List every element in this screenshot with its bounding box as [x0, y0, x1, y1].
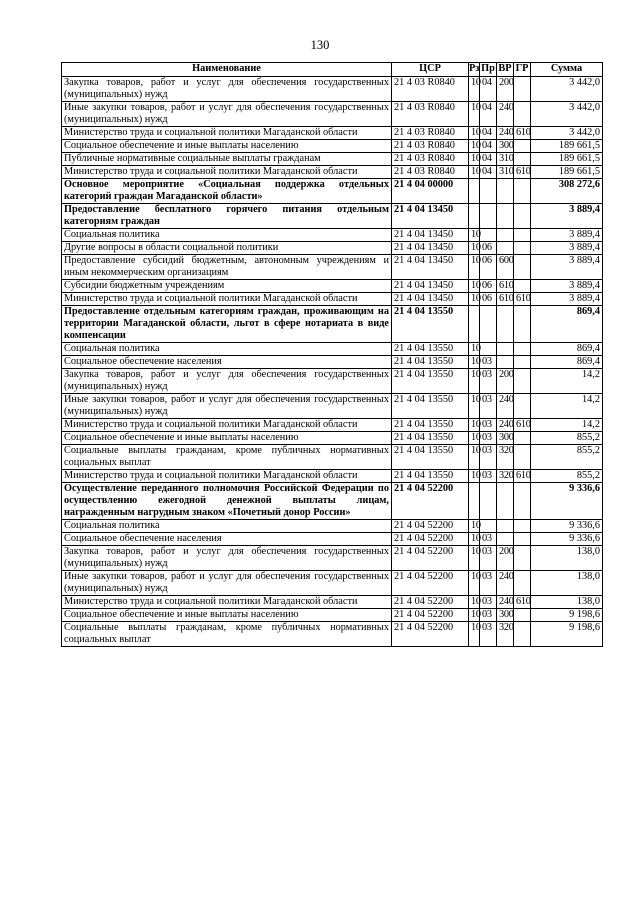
table-body [62, 77, 603, 647]
table-row [62, 343, 603, 356]
name-cell: Социальное обеспечение и иные выплаты населению [62, 609, 392, 622]
sum-cell: 3 889,4 [531, 293, 603, 306]
gr-cell [514, 140, 531, 153]
page-number: 130 [310, 38, 330, 52]
rz-cell: 10 [469, 229, 480, 242]
gr-cell [514, 533, 531, 546]
rz-cell: 10 [469, 153, 480, 166]
rz-cell: 10 [469, 293, 480, 306]
csr-cell: 21 4 04 13550 [392, 369, 469, 394]
sum-cell: 138,0 [531, 596, 603, 609]
gr-cell [514, 255, 531, 280]
rz-cell: 10 [469, 520, 480, 533]
table-row [62, 306, 603, 343]
gr-cell [514, 546, 531, 571]
name-cell: Предоставление субсидий бюджетным, автономным учреждениям и иным некоммерческим организациям [62, 255, 392, 280]
vr-cell [497, 242, 514, 255]
name-cell: Иные закупки товаров, работ и услуг для обеспечения государственных (муниципальных) нужд [62, 394, 392, 419]
name-cell: Субсидии бюджетным учреждениям [62, 280, 392, 293]
vr-cell [497, 520, 514, 533]
name-cell: Основное мероприятие «Социальная поддержка отдельных категорий граждан Магаданской области» [62, 179, 392, 204]
rz-cell: 10 [469, 102, 480, 127]
gr-cell: 610 [514, 419, 531, 432]
pr-cell: 03 [480, 419, 497, 432]
pr-cell: 04 [480, 127, 497, 140]
name-cell: Социальная политика [62, 343, 392, 356]
sum-cell: 3 889,4 [531, 280, 603, 293]
sum-cell: 855,2 [531, 470, 603, 483]
gr-cell [514, 343, 531, 356]
csr-cell: 21 4 04 13550 [392, 394, 469, 419]
csr-cell: 21 4 03 R0840 [392, 102, 469, 127]
header-rz: Рз [469, 63, 480, 77]
gr-cell [514, 153, 531, 166]
table-row [62, 369, 603, 394]
pr-cell: 04 [480, 166, 497, 179]
gr-cell [514, 280, 531, 293]
sum-cell: 869,4 [531, 343, 603, 356]
name-cell: Предоставление бесплатного горячего питания отдельным категориям граждан [62, 204, 392, 229]
table-row [62, 293, 603, 306]
csr-cell: 21 4 04 13550 [392, 419, 469, 432]
pr-cell: 03 [480, 609, 497, 622]
name-cell: Социальная политика [62, 520, 392, 533]
pr-cell: 04 [480, 140, 497, 153]
sum-cell: 3 442,0 [531, 77, 603, 102]
gr-cell [514, 102, 531, 127]
rz-cell: 10 [469, 533, 480, 546]
vr-cell: 240 [497, 394, 514, 419]
csr-cell: 21 4 04 52200 [392, 596, 469, 609]
sum-cell: 9 198,6 [531, 609, 603, 622]
pr-cell: 06 [480, 255, 497, 280]
csr-cell: 21 4 04 52200 [392, 533, 469, 546]
vr-cell: 320 [497, 445, 514, 470]
csr-cell: 21 4 03 R0840 [392, 140, 469, 153]
pr-cell [480, 520, 497, 533]
vr-cell: 610 [497, 293, 514, 306]
csr-cell: 21 4 03 R0840 [392, 166, 469, 179]
pr-cell: 03 [480, 571, 497, 596]
vr-cell: 320 [497, 470, 514, 483]
name-cell: Министерство труда и социальной политики Магаданской области [62, 293, 392, 306]
vr-cell: 300 [497, 609, 514, 622]
vr-cell: 610 [497, 280, 514, 293]
table-row [62, 242, 603, 255]
name-cell: Осуществление переданного полномочия Российской Федерации по осуществлению ежегодной денежной выплаты лицам, награжденным нагрудным знаком «Почетный донор России» [62, 483, 392, 520]
name-cell: Министерство труда и социальной политики Магаданской области [62, 127, 392, 140]
sum-cell: 3 889,4 [531, 242, 603, 255]
header-vr: ВР [497, 63, 514, 77]
pr-cell: 03 [480, 432, 497, 445]
gr-cell [514, 229, 531, 242]
table-row [62, 546, 603, 571]
name-cell: Иные закупки товаров, работ и услуг для обеспечения государственных (муниципальных) нужд [62, 571, 392, 596]
vr-cell: 240 [497, 127, 514, 140]
pr-cell: 03 [480, 470, 497, 483]
rz-cell: 10 [469, 394, 480, 419]
rz-cell: 10 [469, 140, 480, 153]
csr-cell: 21 4 04 13550 [392, 432, 469, 445]
rz-cell: 10 [469, 369, 480, 394]
name-cell: Министерство труда и социальной политики Магаданской области [62, 166, 392, 179]
rz-cell: 10 [469, 596, 480, 609]
csr-cell: 21 4 03 R0840 [392, 77, 469, 102]
rz-cell [469, 306, 480, 343]
gr-cell [514, 520, 531, 533]
pr-cell [480, 306, 497, 343]
name-cell: Социальное обеспечение населения [62, 356, 392, 369]
table-row [62, 140, 603, 153]
csr-cell: 21 4 04 52200 [392, 483, 469, 520]
pr-cell [480, 204, 497, 229]
sum-cell: 3 442,0 [531, 127, 603, 140]
table-row [62, 280, 603, 293]
gr-cell: 610 [514, 470, 531, 483]
table-row [62, 520, 603, 533]
table-row [62, 204, 603, 229]
sum-cell: 855,2 [531, 432, 603, 445]
vr-cell: 240 [497, 571, 514, 596]
gr-cell [514, 483, 531, 520]
vr-cell: 310 [497, 166, 514, 179]
table-row [62, 432, 603, 445]
table-row [62, 596, 603, 609]
rz-cell: 10 [469, 445, 480, 470]
table-row [62, 229, 603, 242]
gr-cell [514, 609, 531, 622]
vr-cell [497, 356, 514, 369]
pr-cell [480, 229, 497, 242]
sum-cell: 138,0 [531, 546, 603, 571]
table-row [62, 179, 603, 204]
csr-cell: 21 4 04 13450 [392, 229, 469, 242]
csr-cell: 21 4 04 13450 [392, 255, 469, 280]
table-row [62, 77, 603, 102]
sum-cell: 189 661,5 [531, 166, 603, 179]
table-row [62, 356, 603, 369]
rz-cell: 10 [469, 546, 480, 571]
sum-cell: 3 889,4 [531, 204, 603, 229]
vr-cell: 300 [497, 432, 514, 445]
rz-cell: 10 [469, 255, 480, 280]
sum-cell: 308 272,6 [531, 179, 603, 204]
header-name: Наименование [62, 63, 392, 77]
pr-cell [480, 483, 497, 520]
rz-cell: 10 [469, 432, 480, 445]
gr-cell: 610 [514, 127, 531, 140]
csr-cell: 21 4 04 52200 [392, 546, 469, 571]
name-cell: Иные закупки товаров, работ и услуг для обеспечения государственных (муниципальных) нужд [62, 102, 392, 127]
sum-cell: 855,2 [531, 445, 603, 470]
pr-cell: 06 [480, 280, 497, 293]
csr-cell: 21 4 04 52200 [392, 571, 469, 596]
sum-cell: 138,0 [531, 571, 603, 596]
table-row [62, 255, 603, 280]
rz-cell: 10 [469, 470, 480, 483]
pr-cell: 03 [480, 445, 497, 470]
csr-cell: 21 4 04 13550 [392, 356, 469, 369]
csr-cell: 21 4 04 52200 [392, 609, 469, 622]
csr-cell: 21 4 04 13450 [392, 280, 469, 293]
pr-cell: 03 [480, 533, 497, 546]
pr-cell: 03 [480, 369, 497, 394]
header-csr: ЦСР [392, 63, 469, 77]
budget-table [61, 62, 603, 647]
table-row [62, 571, 603, 596]
vr-cell: 240 [497, 596, 514, 609]
table-row [62, 166, 603, 179]
sum-cell: 189 661,5 [531, 153, 603, 166]
name-cell: Министерство труда и социальной политики Магаданской области [62, 596, 392, 609]
rz-cell: 10 [469, 419, 480, 432]
table-row [62, 445, 603, 470]
csr-cell: 21 4 03 R0840 [392, 153, 469, 166]
table-row [62, 102, 603, 127]
vr-cell [497, 229, 514, 242]
gr-cell: 610 [514, 293, 531, 306]
vr-cell: 320 [497, 622, 514, 647]
rz-cell: 10 [469, 127, 480, 140]
gr-cell [514, 369, 531, 394]
vr-cell: 300 [497, 140, 514, 153]
gr-cell [514, 179, 531, 204]
name-cell: Закупка товаров, работ и услуг для обеспечения государственных (муниципальных) нужд [62, 77, 392, 102]
sum-cell: 9 336,6 [531, 483, 603, 520]
pr-cell: 03 [480, 394, 497, 419]
sum-cell: 3 889,4 [531, 229, 603, 242]
rz-cell: 10 [469, 343, 480, 356]
pr-cell: 03 [480, 356, 497, 369]
pr-cell: 06 [480, 242, 497, 255]
pr-cell: 03 [480, 596, 497, 609]
rz-cell: 10 [469, 166, 480, 179]
sum-cell: 9 336,6 [531, 533, 603, 546]
gr-cell [514, 204, 531, 229]
gr-cell [514, 571, 531, 596]
sum-cell: 14,2 [531, 369, 603, 394]
csr-cell: 21 4 04 13450 [392, 293, 469, 306]
table-row [62, 622, 603, 647]
rz-cell: 10 [469, 242, 480, 255]
csr-cell: 21 4 03 R0840 [392, 127, 469, 140]
gr-cell: 610 [514, 166, 531, 179]
header-pr: Пр [480, 63, 497, 77]
name-cell: Министерство труда и социальной политики Магаданской области [62, 419, 392, 432]
gr-cell [514, 622, 531, 647]
sum-cell: 3 442,0 [531, 102, 603, 127]
vr-cell [497, 483, 514, 520]
vr-cell [497, 343, 514, 356]
table-row [62, 470, 603, 483]
vr-cell: 200 [497, 369, 514, 394]
vr-cell: 600 [497, 255, 514, 280]
table-row [62, 483, 603, 520]
table-header-row [62, 63, 603, 77]
vr-cell: 200 [497, 77, 514, 102]
gr-cell [514, 77, 531, 102]
pr-cell: 06 [480, 293, 497, 306]
vr-cell: 200 [497, 546, 514, 571]
pr-cell [480, 179, 497, 204]
csr-cell: 21 4 04 13450 [392, 204, 469, 229]
pr-cell: 04 [480, 102, 497, 127]
csr-cell: 21 4 04 52200 [392, 520, 469, 533]
table-row [62, 609, 603, 622]
name-cell: Публичные нормативные социальные выплаты гражданам [62, 153, 392, 166]
gr-cell [514, 306, 531, 343]
csr-cell: 21 4 04 52200 [392, 622, 469, 647]
gr-cell [514, 242, 531, 255]
sum-cell: 189 661,5 [531, 140, 603, 153]
table-row [62, 127, 603, 140]
name-cell: Социальные выплаты гражданам, кроме публичных нормативных социальных выплат [62, 622, 392, 647]
pr-cell [480, 343, 497, 356]
table-row [62, 419, 603, 432]
vr-cell [497, 306, 514, 343]
table-row [62, 394, 603, 419]
table-row [62, 153, 603, 166]
name-cell: Министерство труда и социальной политики Магаданской области [62, 470, 392, 483]
vr-cell [497, 204, 514, 229]
csr-cell: 21 4 04 13550 [392, 343, 469, 356]
rz-cell: 10 [469, 622, 480, 647]
name-cell: Социальные выплаты гражданам, кроме публичных нормативных социальных выплат [62, 445, 392, 470]
table-row [62, 533, 603, 546]
gr-cell [514, 432, 531, 445]
header-sum: Сумма [531, 63, 603, 77]
csr-cell: 21 4 04 13550 [392, 306, 469, 343]
sum-cell: 9 198,6 [531, 622, 603, 647]
rz-cell [469, 483, 480, 520]
rz-cell: 10 [469, 571, 480, 596]
gr-cell: 610 [514, 596, 531, 609]
name-cell: Закупка товаров, работ и услуг для обеспечения государственных (муниципальных) нужд [62, 369, 392, 394]
sum-cell: 14,2 [531, 394, 603, 419]
vr-cell: 240 [497, 102, 514, 127]
rz-cell: 10 [469, 356, 480, 369]
name-cell: Социальная политика [62, 229, 392, 242]
vr-cell [497, 179, 514, 204]
name-cell: Другие вопросы в области социальной политики [62, 242, 392, 255]
vr-cell [497, 533, 514, 546]
vr-cell: 310 [497, 153, 514, 166]
sum-cell: 14,2 [531, 419, 603, 432]
pr-cell: 03 [480, 622, 497, 647]
csr-cell: 21 4 04 13450 [392, 242, 469, 255]
csr-cell: 21 4 04 13550 [392, 470, 469, 483]
csr-cell: 21 4 04 13550 [392, 445, 469, 470]
gr-cell [514, 445, 531, 470]
gr-cell [514, 394, 531, 419]
name-cell: Социальное обеспечение населения [62, 533, 392, 546]
sum-cell: 869,4 [531, 306, 603, 343]
sum-cell: 9 336,6 [531, 520, 603, 533]
sum-cell: 3 889,4 [531, 255, 603, 280]
sum-cell: 869,4 [531, 356, 603, 369]
rz-cell: 10 [469, 280, 480, 293]
pr-cell: 03 [480, 546, 497, 571]
rz-cell: 10 [469, 609, 480, 622]
name-cell: Социальное обеспечение и иные выплаты населению [62, 140, 392, 153]
name-cell: Социальное обеспечение и иные выплаты населению [62, 432, 392, 445]
csr-cell: 21 4 04 00000 [392, 179, 469, 204]
rz-cell: 10 [469, 77, 480, 102]
rz-cell [469, 204, 480, 229]
pr-cell: 04 [480, 153, 497, 166]
vr-cell: 240 [497, 419, 514, 432]
pr-cell: 04 [480, 77, 497, 102]
rz-cell [469, 179, 480, 204]
name-cell: Предоставление отдельным категориям граждан, проживающим на территории Магаданской области, льгот в сфере нотариата в виде компенсации [62, 306, 392, 343]
gr-cell [514, 356, 531, 369]
name-cell: Закупка товаров, работ и услуг для обеспечения государственных (муниципальных) нужд [62, 546, 392, 571]
header-gr: ГР [514, 63, 531, 77]
